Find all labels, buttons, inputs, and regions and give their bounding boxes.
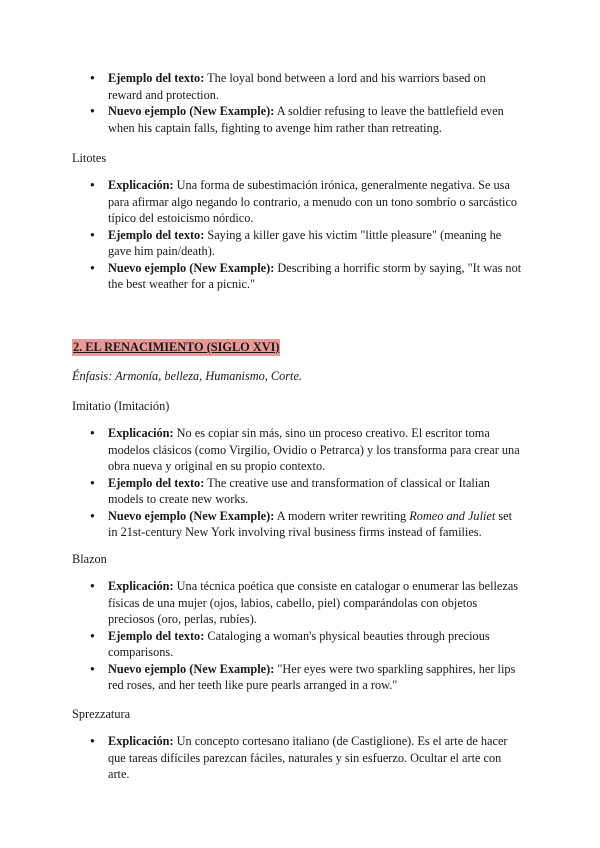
list-item bbox=[90, 661, 522, 694]
item-text: Una forma de subestimación irónica, generalmente negativa. Se usa para afirmar algo negando lo contrario, a menudo con un tono sombrío o sarcástico típico del estoicismo nórdico. bbox=[108, 178, 518, 225]
list-item bbox=[90, 628, 522, 661]
imitatio-heading: Imitatio (Imitación) bbox=[72, 399, 170, 413]
list-item bbox=[90, 260, 522, 293]
sprezzatura-list bbox=[90, 733, 522, 783]
item-label: Nuevo ejemplo (New Example): bbox=[108, 104, 275, 118]
item-text: No es copiar sin más, sino un proceso creativo. El escritor toma modelos clásicos (como Virgilio, Ovidio o Petrarca) y los transforma para crear una obra nueva y original en su propio contexto. bbox=[108, 426, 520, 473]
item-text: The loyal bond between a lord and his warriors based on reward and protection. bbox=[108, 71, 486, 102]
imitatio-list bbox=[90, 425, 522, 541]
section-title: 2. EL RENACIMIENTO (SIGLO XVI) bbox=[73, 340, 280, 354]
item-text: "Her eyes were two sparkling sapphires, her lips red roses, and her teeth like pure pearls arranged in a row." bbox=[108, 661, 516, 692]
item-label: Explicación: bbox=[108, 734, 174, 748]
list-item bbox=[90, 177, 522, 227]
list-item bbox=[90, 70, 522, 103]
comitatus-list bbox=[90, 70, 522, 136]
list-item bbox=[90, 227, 522, 260]
item-text: Cataloging a woman's physical beauties through precious comparisons. bbox=[108, 628, 490, 659]
blazon-heading: Blazon bbox=[72, 552, 107, 566]
section-subtitle: Énfasis: Armonía, belleza, Humanismo, Corte. bbox=[72, 369, 302, 383]
blazon-list bbox=[90, 578, 522, 694]
item-title-italic: Romeo and Juliet bbox=[409, 508, 496, 523]
item-label: Ejemplo del texto: bbox=[108, 71, 205, 85]
item-text: A modern writer rewriting bbox=[274, 508, 410, 523]
list-item bbox=[90, 733, 522, 783]
item-label: Explicación: bbox=[108, 426, 174, 440]
item-text: Un concepto cortesano italiano (de Castiglione). Es el arte de hacer que tareas difíciles parezcan fáciles, naturales y sin esfuerzo. Ocultar el arte con arte. bbox=[108, 734, 508, 781]
item-label: Nuevo ejemplo (New Example): bbox=[108, 508, 275, 523]
item-text: Describing a horrific storm by saying, "It was not the best weather for a picnic." bbox=[108, 260, 522, 291]
item-text: Una técnica poética que consiste en catalogar o enumerar las bellezas físicas de una mujer (ojos, labios, cabello, piel) comparándolas con objetos preciosos (oro, perlas, rubíes). bbox=[108, 579, 519, 626]
sprezzatura-heading: Sprezzatura bbox=[72, 707, 131, 721]
list-item bbox=[90, 578, 522, 628]
item-label: Explicación: bbox=[108, 178, 174, 192]
item-label: Ejemplo del texto: bbox=[108, 628, 205, 643]
litotes-heading: Litotes bbox=[72, 151, 107, 165]
item-text: Saying a killer gave his victim "little pleasure" (meaning he gave him pain/death). bbox=[108, 227, 502, 258]
list-item bbox=[90, 475, 522, 508]
item-text: The creative use and transformation of classical or Italian models to create new works. bbox=[108, 475, 490, 506]
item-label: Nuevo ejemplo (New Example): bbox=[108, 260, 275, 275]
item-label: Ejemplo del texto: bbox=[108, 475, 205, 490]
item-label: Explicación: bbox=[108, 579, 174, 593]
list-item bbox=[90, 508, 522, 541]
item-text: A soldier refusing to leave the battlefield even when his captain falls, fighting to avenge him rather than retreating. bbox=[108, 104, 504, 135]
litotes-list bbox=[90, 177, 522, 293]
list-item bbox=[90, 103, 522, 136]
item-label: Nuevo ejemplo (New Example): bbox=[108, 661, 275, 676]
item-label: Ejemplo del texto: bbox=[108, 227, 205, 242]
item-text: set in 21st-century New York involving rival business firms instead of families. bbox=[108, 508, 513, 539]
list-item bbox=[90, 425, 522, 475]
